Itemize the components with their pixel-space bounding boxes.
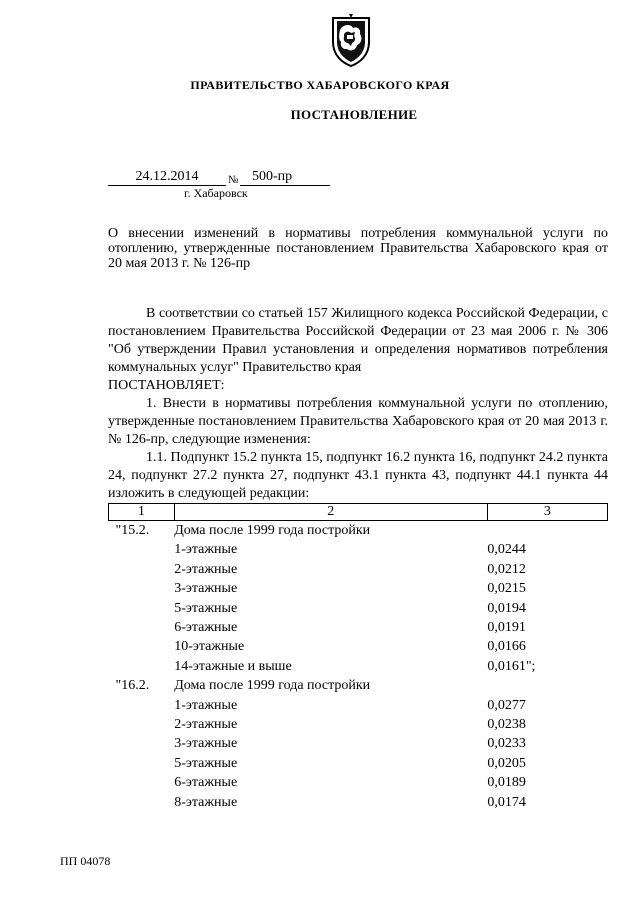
row-label: 1-этажные <box>174 542 238 558</box>
row-label: 6-этажные <box>174 620 238 636</box>
row-label: 3-этажные <box>174 581 238 597</box>
row-value: 0,0244 <box>487 542 526 558</box>
preamble-paragraph: В соответствии со статьей 157 Жилищного кодекса Российской Федерации, с постановлением Правительства Российской Федерации от 23 мая 2006 г. № 306 "Об утверждении Правил установления и определения нормативов потребления коммунальных услуг" Правительство края <box>108 306 608 375</box>
document-date: 24.12.2014 <box>108 168 226 186</box>
footer-code: ПП 04078 <box>60 854 111 868</box>
row-label: 3-этажные <box>174 736 238 752</box>
row-value: 0,0277 <box>487 697 526 713</box>
row-label: Дома после 1999 года постройки <box>174 678 371 694</box>
table-row <box>109 676 608 695</box>
table-row <box>109 754 608 773</box>
row-code <box>109 754 175 773</box>
number-sign: № <box>228 174 239 186</box>
row-code <box>109 599 175 618</box>
row-label: 5-этажные <box>174 600 238 616</box>
table-header-col-3: 3 <box>487 504 607 521</box>
row-label: 10-этажные <box>174 639 245 655</box>
item-1-paragraph: 1. Внести в нормативы потребления коммунальной услуги по отоплению, утвержденные постановлением Правительства Хабаровского края от 20 мая 2013 г. № 126-пр, следующие изменения: <box>108 396 608 447</box>
row-value: 0,0215 <box>487 581 526 597</box>
row-code <box>109 540 175 559</box>
row-code <box>109 773 175 792</box>
table-row <box>109 793 608 812</box>
row-value: 0,0174 <box>487 794 526 810</box>
table-header-col-1: 1 <box>109 504 175 521</box>
row-code <box>109 715 175 734</box>
row-label: 2-этажные <box>174 717 238 733</box>
row-code <box>109 579 175 598</box>
row-value <box>487 521 607 541</box>
document-subject: О внесении изменений в нормативы потребления коммунальной услуги по отоплению, утвержденные постановлением Правительства Хабаровского края от 20 мая 2013 г. № 126-пр <box>108 226 608 271</box>
row-label: 6-этажные <box>174 775 238 791</box>
row-label: 1-этажные <box>174 697 238 713</box>
table-row <box>109 734 608 753</box>
row-value: 0,0161"; <box>487 658 536 674</box>
government-name: ПРАВИТЕЛЬСТВО ХАБАРОВСКОГО КРАЯ <box>190 78 450 92</box>
row-code: "15.2. <box>115 523 150 538</box>
row-label: Дома после 1999 года постройки <box>174 523 371 538</box>
row-label: 14-этажные и выше <box>174 658 292 674</box>
row-value: 0,0238 <box>487 717 526 733</box>
table-header-row <box>109 504 608 521</box>
table-row <box>109 696 608 715</box>
row-label: 5-этажные <box>174 755 238 771</box>
table-row <box>109 599 608 618</box>
table-row <box>109 657 608 676</box>
coat-of-arms-emblem <box>327 12 375 68</box>
row-value: 0,0212 <box>487 561 526 577</box>
row-code: "16.2. <box>115 678 150 694</box>
document-city: г. Хабаровск <box>184 186 248 200</box>
table-row <box>109 637 608 656</box>
row-code <box>109 618 175 637</box>
row-value: 0,0205 <box>487 755 526 771</box>
row-value: 0,0191 <box>487 620 526 636</box>
row-value <box>487 676 607 695</box>
table-row <box>109 521 608 541</box>
row-code <box>109 637 175 656</box>
row-code <box>109 696 175 715</box>
row-value: 0,0194 <box>487 600 526 616</box>
row-label: 8-этажные <box>174 794 238 810</box>
table-header-col-2: 2 <box>174 504 487 521</box>
table-row <box>109 715 608 734</box>
row-value: 0,0233 <box>487 736 526 752</box>
table-row <box>109 540 608 559</box>
row-label: 2-этажные <box>174 561 238 577</box>
norms-table <box>108 503 608 812</box>
row-code <box>109 560 175 579</box>
table-body <box>109 521 608 813</box>
table-row <box>109 579 608 598</box>
table-row <box>109 560 608 579</box>
row-code <box>109 793 175 812</box>
document-number: 500-пр <box>240 168 330 186</box>
row-code <box>109 657 175 676</box>
row-code <box>109 734 175 753</box>
decree-word: ПОСТАНОВЛЯЕТ: <box>108 378 225 393</box>
item-1-1-paragraph: 1.1. Подпункт 15.2 пункта 15, подпункт 16.2 пункта 16, подпункт 24.2 пункта 24, подпункт 27.2 пункта 27, подпункт 43.1 пункта 43, подпункт 44.1 пункта 44 изложить в следующей редакции: <box>108 450 608 501</box>
row-value: 0,0189 <box>487 775 526 791</box>
table-row <box>109 618 608 637</box>
document-body <box>108 305 608 503</box>
document-type-title: ПОСТАНОВЛЕНИЕ <box>290 107 418 122</box>
row-value: 0,0166 <box>487 639 526 655</box>
table-row <box>109 773 608 792</box>
